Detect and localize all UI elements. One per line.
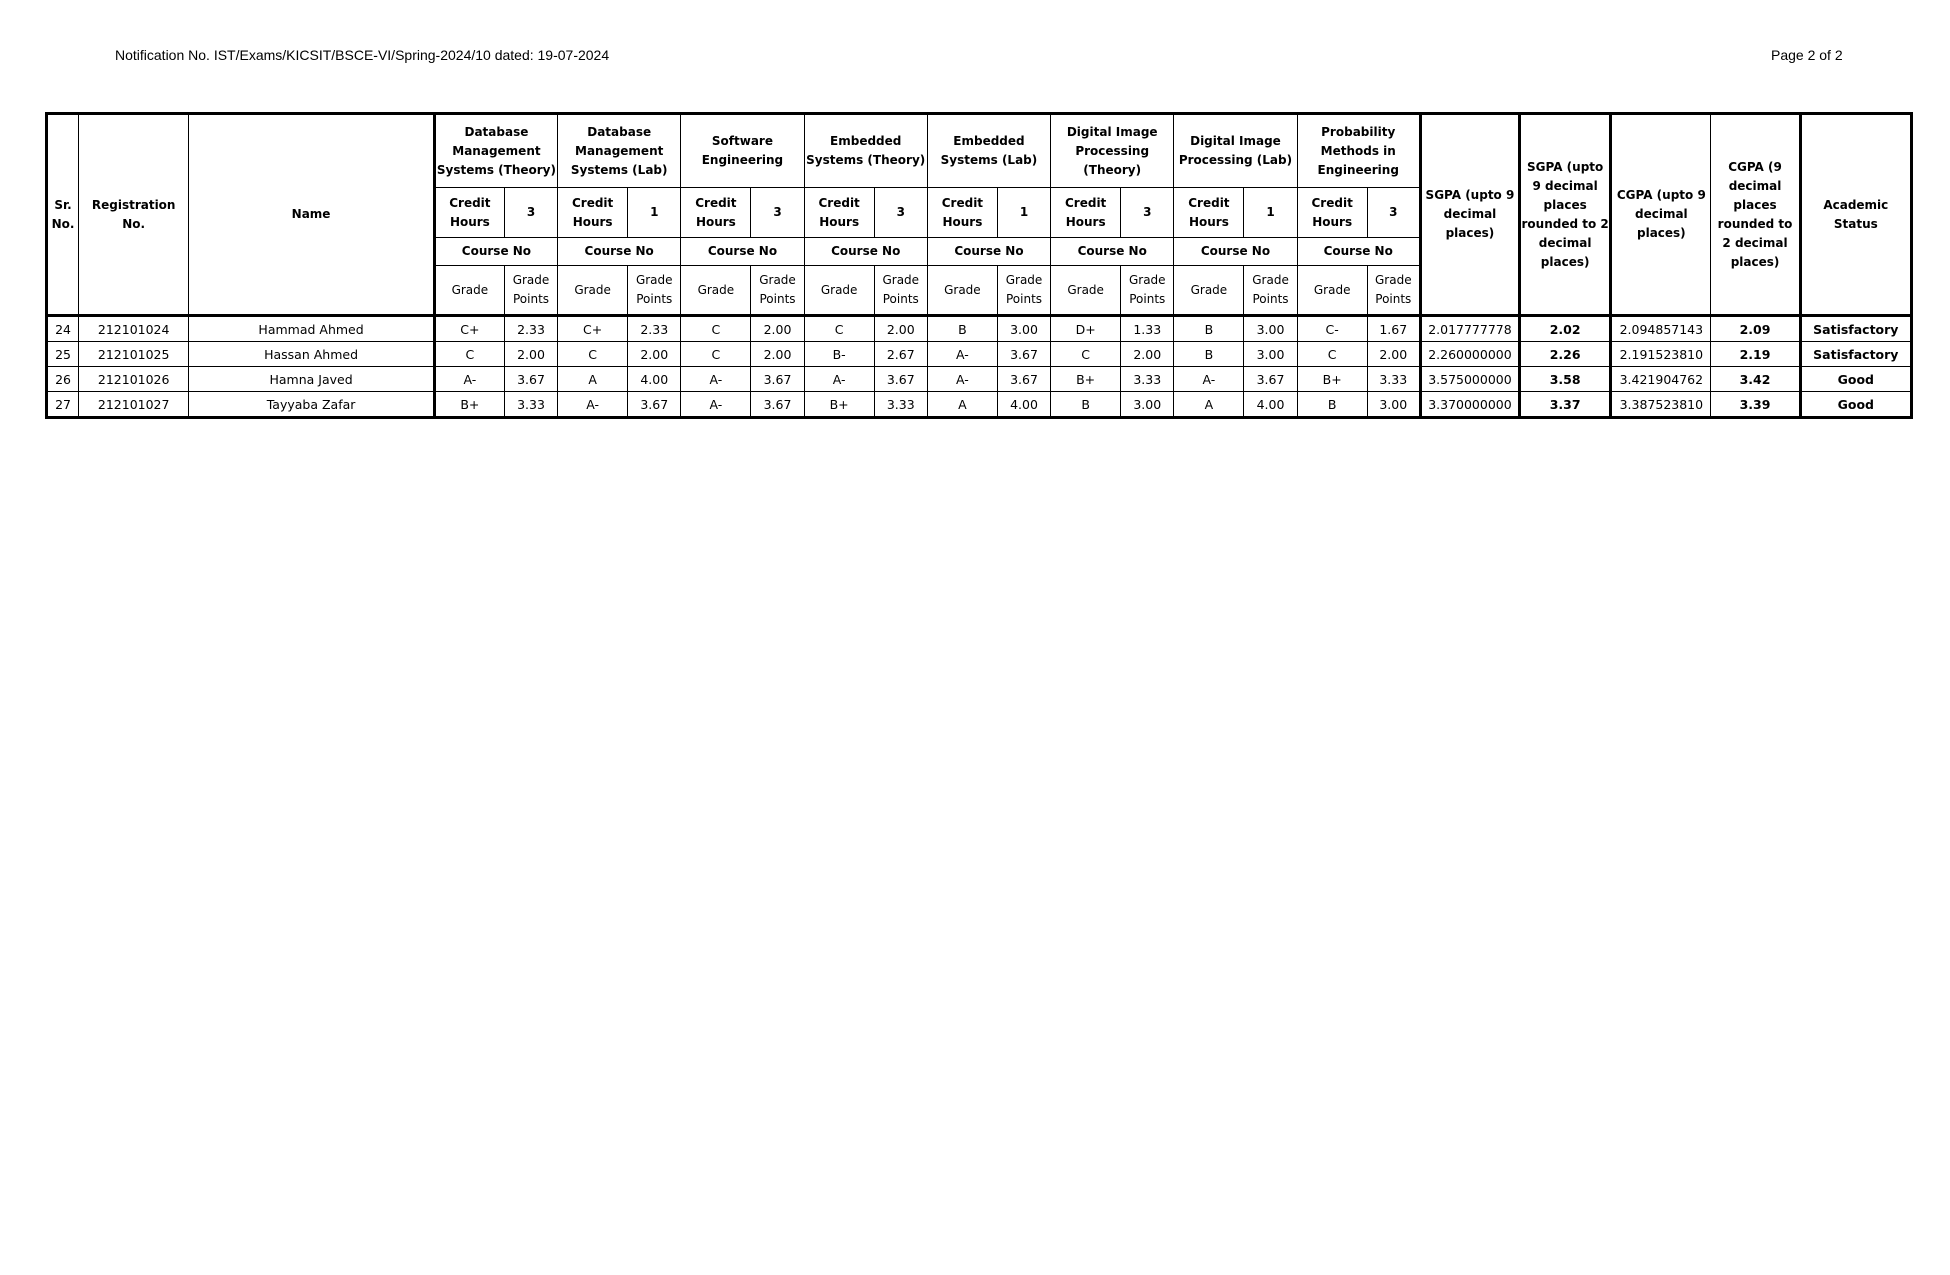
cell-grade: B xyxy=(1051,392,1121,418)
cell-grade-points: 2.00 xyxy=(1121,342,1174,367)
header-sr-no: Sr. No. xyxy=(47,114,79,316)
header-course-name: Software Engineering xyxy=(681,114,804,188)
cell-registration-no: 212101026 xyxy=(79,367,189,392)
header-sgpa-2: SGPA (upto 9 decimal places rounded to 2 decimal places) xyxy=(1520,114,1611,316)
cell-sgpa-2: 3.37 xyxy=(1520,392,1611,418)
cell-registration-no: 212101025 xyxy=(79,342,189,367)
cell-grade: A- xyxy=(681,367,751,392)
cell-grade: C- xyxy=(1297,316,1367,342)
cell-cgpa-9: 2.191523810 xyxy=(1611,342,1711,367)
header-credit-hours-label: Credit Hours xyxy=(1297,188,1367,238)
cell-grade: C xyxy=(434,342,504,367)
cell-grade-points: 3.67 xyxy=(997,367,1050,392)
cell-grade-points: 4.00 xyxy=(628,367,681,392)
cell-grade-points: 4.00 xyxy=(1244,392,1297,418)
cell-grade-points: 3.67 xyxy=(751,392,804,418)
cell-grade-points: 3.67 xyxy=(751,367,804,392)
header-credit-hours-value: 3 xyxy=(1121,188,1174,238)
cell-cgpa-2: 3.39 xyxy=(1711,392,1800,418)
cell-grade-points: 4.00 xyxy=(997,392,1050,418)
cell-grade: C xyxy=(1051,342,1121,367)
header-credit-hours-label: Credit Hours xyxy=(1174,188,1244,238)
cell-grade-points: 3.00 xyxy=(1244,316,1297,342)
cell-grade: A- xyxy=(434,367,504,392)
cell-grade: A- xyxy=(804,367,874,392)
cell-grade: A xyxy=(558,367,628,392)
header-academic-status: Academic Status xyxy=(1800,114,1911,316)
header-course-no: Course No xyxy=(1051,238,1174,266)
cell-grade-points: 2.00 xyxy=(1367,342,1420,367)
header-credit-hours-label: Credit Hours xyxy=(927,188,997,238)
cell-grade: D+ xyxy=(1051,316,1121,342)
results-table xyxy=(45,112,1913,419)
cell-grade: B xyxy=(927,316,997,342)
cell-academic-status: Good xyxy=(1800,367,1911,392)
header-course-no: Course No xyxy=(927,238,1050,266)
cell-cgpa-9: 2.094857143 xyxy=(1611,316,1711,342)
header-credit-hours-label: Credit Hours xyxy=(1051,188,1121,238)
header-credit-hours-value: 3 xyxy=(751,188,804,238)
cell-cgpa-2: 3.42 xyxy=(1711,367,1800,392)
header-credit-hours-value: 3 xyxy=(1367,188,1420,238)
header-course-name: Database Management Systems (Theory) xyxy=(434,114,557,188)
header-course-no: Course No xyxy=(681,238,804,266)
header-grade: Grade xyxy=(1174,266,1244,316)
cell-grade-points: 2.33 xyxy=(628,316,681,342)
cell-grade-points: 2.67 xyxy=(874,342,927,367)
table-row xyxy=(47,367,1912,392)
header-course-name: Embedded Systems (Lab) xyxy=(927,114,1050,188)
header-credit-hours-value: 3 xyxy=(874,188,927,238)
header-course-no: Course No xyxy=(1297,238,1420,266)
cell-academic-status: Satisfactory xyxy=(1800,342,1911,367)
header-credit-hours-label: Credit Hours xyxy=(681,188,751,238)
cell-grade: C+ xyxy=(558,316,628,342)
header-cgpa-9: CGPA (upto 9 decimal places) xyxy=(1611,114,1711,316)
header-grade: Grade xyxy=(927,266,997,316)
table-row xyxy=(47,316,1912,342)
cell-sgpa-9: 3.370000000 xyxy=(1420,392,1519,418)
header-course-name: Embedded Systems (Theory) xyxy=(804,114,927,188)
cell-academic-status: Satisfactory xyxy=(1800,316,1911,342)
cell-grade-points: 3.00 xyxy=(997,316,1050,342)
cell-cgpa-2: 2.09 xyxy=(1711,316,1800,342)
cell-grade-points: 3.33 xyxy=(1121,367,1174,392)
header-grade: Grade xyxy=(434,266,504,316)
cell-grade-points: 3.00 xyxy=(1367,392,1420,418)
header-sgpa-9: SGPA (upto 9 decimal places) xyxy=(1420,114,1519,316)
header-grade-points: Grade Points xyxy=(504,266,557,316)
cell-grade: B xyxy=(1174,342,1244,367)
cell-registration-no: 212101024 xyxy=(79,316,189,342)
cell-name: Hassan Ahmed xyxy=(189,342,435,367)
cell-sgpa-9: 2.260000000 xyxy=(1420,342,1519,367)
header-grade-points: Grade Points xyxy=(628,266,681,316)
cell-grade-points: 3.00 xyxy=(1121,392,1174,418)
cell-sgpa-2: 2.02 xyxy=(1520,316,1611,342)
cell-grade: A- xyxy=(681,392,751,418)
header-grade-points: Grade Points xyxy=(874,266,927,316)
header-course-no: Course No xyxy=(434,238,557,266)
cell-grade: B xyxy=(1174,316,1244,342)
cell-grade-points: 1.33 xyxy=(1121,316,1174,342)
cell-sgpa-2: 3.58 xyxy=(1520,367,1611,392)
cell-grade: C xyxy=(1297,342,1367,367)
cell-sr-no: 25 xyxy=(47,342,79,367)
cell-grade: C xyxy=(804,316,874,342)
page-number: Page 2 of 2 xyxy=(1771,47,1843,63)
header-credit-hours-label: Credit Hours xyxy=(804,188,874,238)
header-grade-points: Grade Points xyxy=(1244,266,1297,316)
cell-grade: C xyxy=(558,342,628,367)
cell-grade: A xyxy=(1174,392,1244,418)
header-course-name: Database Management Systems (Lab) xyxy=(558,114,681,188)
cell-name: Hamna Javed xyxy=(189,367,435,392)
header-credit-hours-value: 1 xyxy=(628,188,681,238)
cell-grade-points: 1.67 xyxy=(1367,316,1420,342)
cell-grade-points: 2.00 xyxy=(874,316,927,342)
cell-sgpa-2: 2.26 xyxy=(1520,342,1611,367)
cell-grade: A- xyxy=(558,392,628,418)
notification-number: Notification No. IST/Exams/KICSIT/BSCE-VI/Spring-2024/10 dated: 19-07-2024 xyxy=(115,47,610,63)
header-grade: Grade xyxy=(804,266,874,316)
cell-sr-no: 27 xyxy=(47,392,79,418)
cell-grade: C+ xyxy=(434,316,504,342)
cell-cgpa-2: 2.19 xyxy=(1711,342,1800,367)
cell-registration-no: 212101027 xyxy=(79,392,189,418)
cell-grade-points: 3.00 xyxy=(1244,342,1297,367)
header-registration-no: Registration No. xyxy=(79,114,189,316)
cell-grade-points: 3.67 xyxy=(1244,367,1297,392)
header-grade: Grade xyxy=(558,266,628,316)
header-grade-points: Grade Points xyxy=(997,266,1050,316)
header-grade-points: Grade Points xyxy=(1121,266,1174,316)
header-credit-hours-label: Credit Hours xyxy=(558,188,628,238)
header-grade: Grade xyxy=(681,266,751,316)
header-credit-hours-label: Credit Hours xyxy=(434,188,504,238)
cell-grade-points: 3.67 xyxy=(874,367,927,392)
cell-sgpa-9: 2.017777778 xyxy=(1420,316,1519,342)
header-course-name: Digital Image Processing (Theory) xyxy=(1051,114,1174,188)
header-course-no: Course No xyxy=(804,238,927,266)
header-credit-hours-value: 3 xyxy=(504,188,557,238)
cell-grade-points: 2.33 xyxy=(504,316,557,342)
header-credit-hours-value: 1 xyxy=(997,188,1050,238)
header-credit-hours-value: 1 xyxy=(1244,188,1297,238)
cell-grade-points: 2.00 xyxy=(504,342,557,367)
cell-grade-points: 3.33 xyxy=(504,392,557,418)
cell-cgpa-9: 3.387523810 xyxy=(1611,392,1711,418)
cell-grade: B xyxy=(1297,392,1367,418)
cell-grade: B+ xyxy=(1051,367,1121,392)
cell-name: Tayyaba Zafar xyxy=(189,392,435,418)
cell-sr-no: 24 xyxy=(47,316,79,342)
cell-grade-points: 2.00 xyxy=(751,316,804,342)
cell-grade: B- xyxy=(804,342,874,367)
cell-grade-points: 3.67 xyxy=(997,342,1050,367)
cell-sgpa-9: 3.575000000 xyxy=(1420,367,1519,392)
cell-cgpa-9: 3.421904762 xyxy=(1611,367,1711,392)
header-cgpa-2: CGPA (9 decimal places rounded to 2 decimal places) xyxy=(1711,114,1800,316)
cell-grade: A- xyxy=(1174,367,1244,392)
cell-academic-status: Good xyxy=(1800,392,1911,418)
cell-grade-points: 3.33 xyxy=(874,392,927,418)
header-course-name: Probability Methods in Engineering xyxy=(1297,114,1420,188)
cell-grade: C xyxy=(681,316,751,342)
header-course-name: Digital Image Processing (Lab) xyxy=(1174,114,1297,188)
header-course-no: Course No xyxy=(1174,238,1297,266)
cell-grade: B+ xyxy=(804,392,874,418)
cell-grade: A xyxy=(927,392,997,418)
header-grade-points: Grade Points xyxy=(751,266,804,316)
table-row xyxy=(47,342,1912,367)
cell-sr-no: 26 xyxy=(47,367,79,392)
cell-grade: B+ xyxy=(434,392,504,418)
cell-grade: C xyxy=(681,342,751,367)
header-course-no: Course No xyxy=(558,238,681,266)
header-name: Name xyxy=(189,114,435,316)
cell-grade-points: 2.00 xyxy=(628,342,681,367)
cell-grade-points: 2.00 xyxy=(751,342,804,367)
header-grade: Grade xyxy=(1297,266,1367,316)
table-row xyxy=(47,392,1912,418)
cell-grade-points: 3.67 xyxy=(628,392,681,418)
cell-grade-points: 3.33 xyxy=(1367,367,1420,392)
cell-grade: A- xyxy=(927,342,997,367)
cell-grade-points: 3.67 xyxy=(504,367,557,392)
cell-name: Hammad Ahmed xyxy=(189,316,435,342)
cell-grade: B+ xyxy=(1297,367,1367,392)
header-grade: Grade xyxy=(1051,266,1121,316)
header-grade-points: Grade Points xyxy=(1367,266,1420,316)
cell-grade: A- xyxy=(927,367,997,392)
